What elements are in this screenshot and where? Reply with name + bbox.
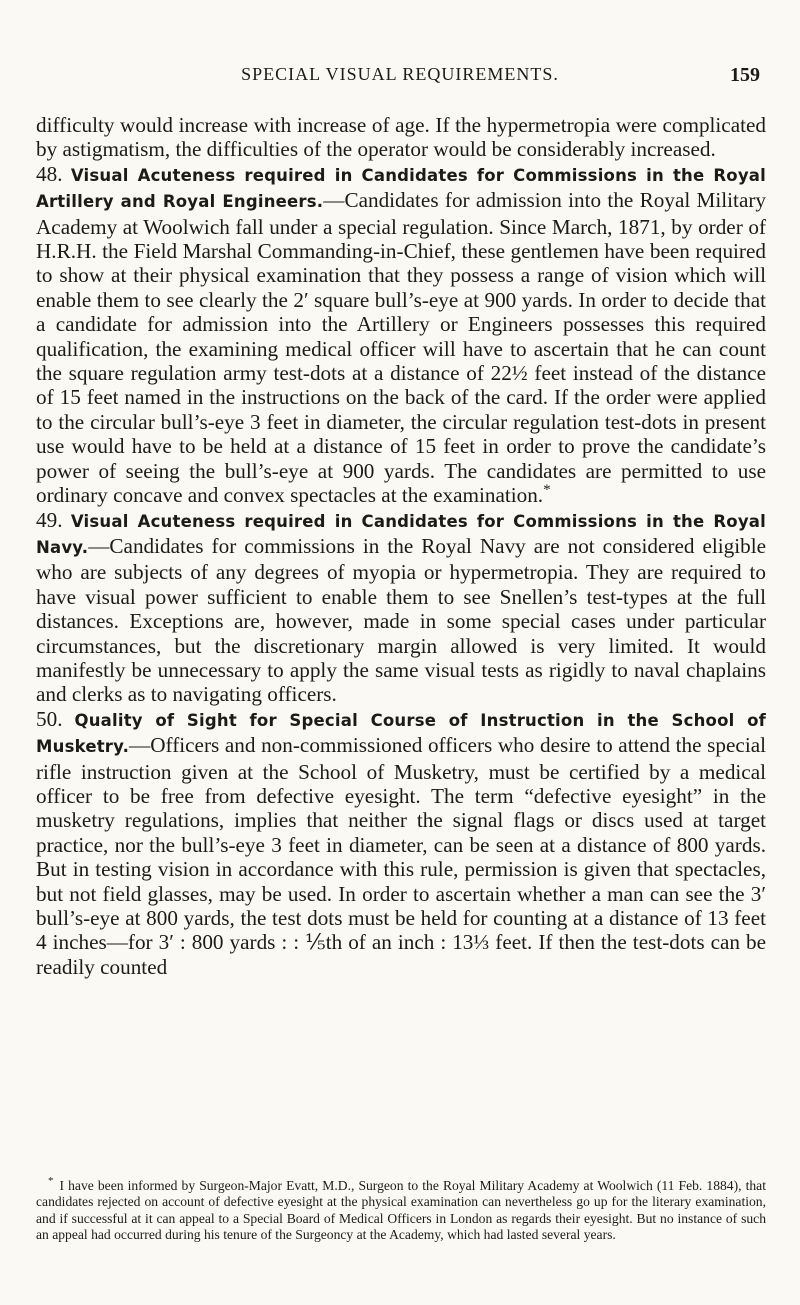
footnote-marker: *: [48, 1175, 54, 1188]
section-text: —Officers and non-commissioned officers who desire to attend the special rifle instruction given at the School of Musketry, must be certified by a medical officer to be free from defective eyesight. The term “defective eyesight” in the musketry regulations, implies that neither the signal flags or discs used at target practice, nor the bull’s-eye 3 feet in diameter, can be seen at a distance of 800 yards. But in testing vision in accordance with this rule, permission is given that spectacles, but not field glasses, may be used. In order to ascertain whether a man can see the 3′ bull’s-eye at 800 yards, the test dots must be held for counting at a distance of 13 feet 4 inches—for 3′ : 800 yards : : ⅕th of an inch : 13⅓ feet. If then the test-dots can be readily counted: [36, 733, 766, 979]
footnote-text: I have been informed by Surgeon-Major Evatt, M.D., Surgeon to the Royal Military Academy at Woolwich (11 Feb. 1884), that candidates rejected on account of defective eyesight at the physical examination can nevertheless go up for the literary examination, and if successful at it can appeal to a Special Board of Medical Officers in London as regards their eyesight. But no instance of such an appeal had occurred during his tenure of the Surgeoncy at the Academy, which had lasted several years.: [36, 1178, 766, 1243]
running-title: SPECIAL VISUAL REQUIREMENTS.: [241, 64, 559, 84]
footnote-reference: *: [543, 482, 551, 499]
section-number: 48.: [36, 161, 63, 186]
section-number: 50.: [36, 706, 63, 731]
section-heading: Visual Acuteness required in Candidates for Commissions in the Royal Navy.: [36, 511, 766, 557]
running-head: [0, 64, 800, 94]
section-number: 49.: [36, 507, 63, 532]
section-text: —Candidates for admission into the Royal Military Academy at Woolwich fall under a special regulation. Since March, 1871, by order of H.R.H. the Field Marshal Commanding-in-Chief, these gentlemen have been required to show at their physical examination that they possess a range of vision which will enable them to see clearly the 2′ square bull’s-eye at 900 yards. In order to decide that a candidate for admission into the Artillery or Engineers possesses this required qualification, the examining medical officer will have to ascertain that he can count the square regulation army test-dots at a distance of 22½ feet instead of the distance of 15 feet named in the instructions on the back of the card. If the order were applied to the circular bull’s-eye 3 feet in diameter, the circular regulation test-dots in present use would have to be held at a distance of 15 feet in order to prove the candidate’s power of seeing the bull’s-eye at 900 yards. The candidates are permitted to use ordinary concave and convex spectacles at the examination.: [36, 188, 766, 508]
paragraph-continuation: difficulty would increase with increase of age. If the hypermetropia were complicated by astigmatism, the difficulties of the operator would be considerably increased.: [36, 113, 766, 162]
section-heading: Quality of Sight for Special Course of Instruction in the School of Musketry.: [36, 710, 767, 757]
section-heading: Visual Acuteness required in Candidates for Commissions in the Royal Artillery and Royal Engineers.: [36, 165, 766, 212]
section-50: [36, 707, 766, 979]
body-text: [36, 113, 766, 979]
section-48: [36, 162, 766, 508]
section-49: [36, 508, 766, 707]
footnote: [36, 1175, 766, 1244]
page-number: 159: [730, 64, 760, 86]
section-text: —Candidates for commissions in the Royal Navy are not considered eligible who are subjects of any degrees of myopia or hypermetropia. They are required to have visual power sufficient to enable them to see Snellen’s test-types at the full distances. Exceptions are, however, made in some special cases under particular circumstances, but the discretionary margin allowed is very limited. It would manifestly be unnecessary to apply the same visual tests as rigidly to naval chaplains and clerks as to navigating officers.: [36, 533, 766, 707]
